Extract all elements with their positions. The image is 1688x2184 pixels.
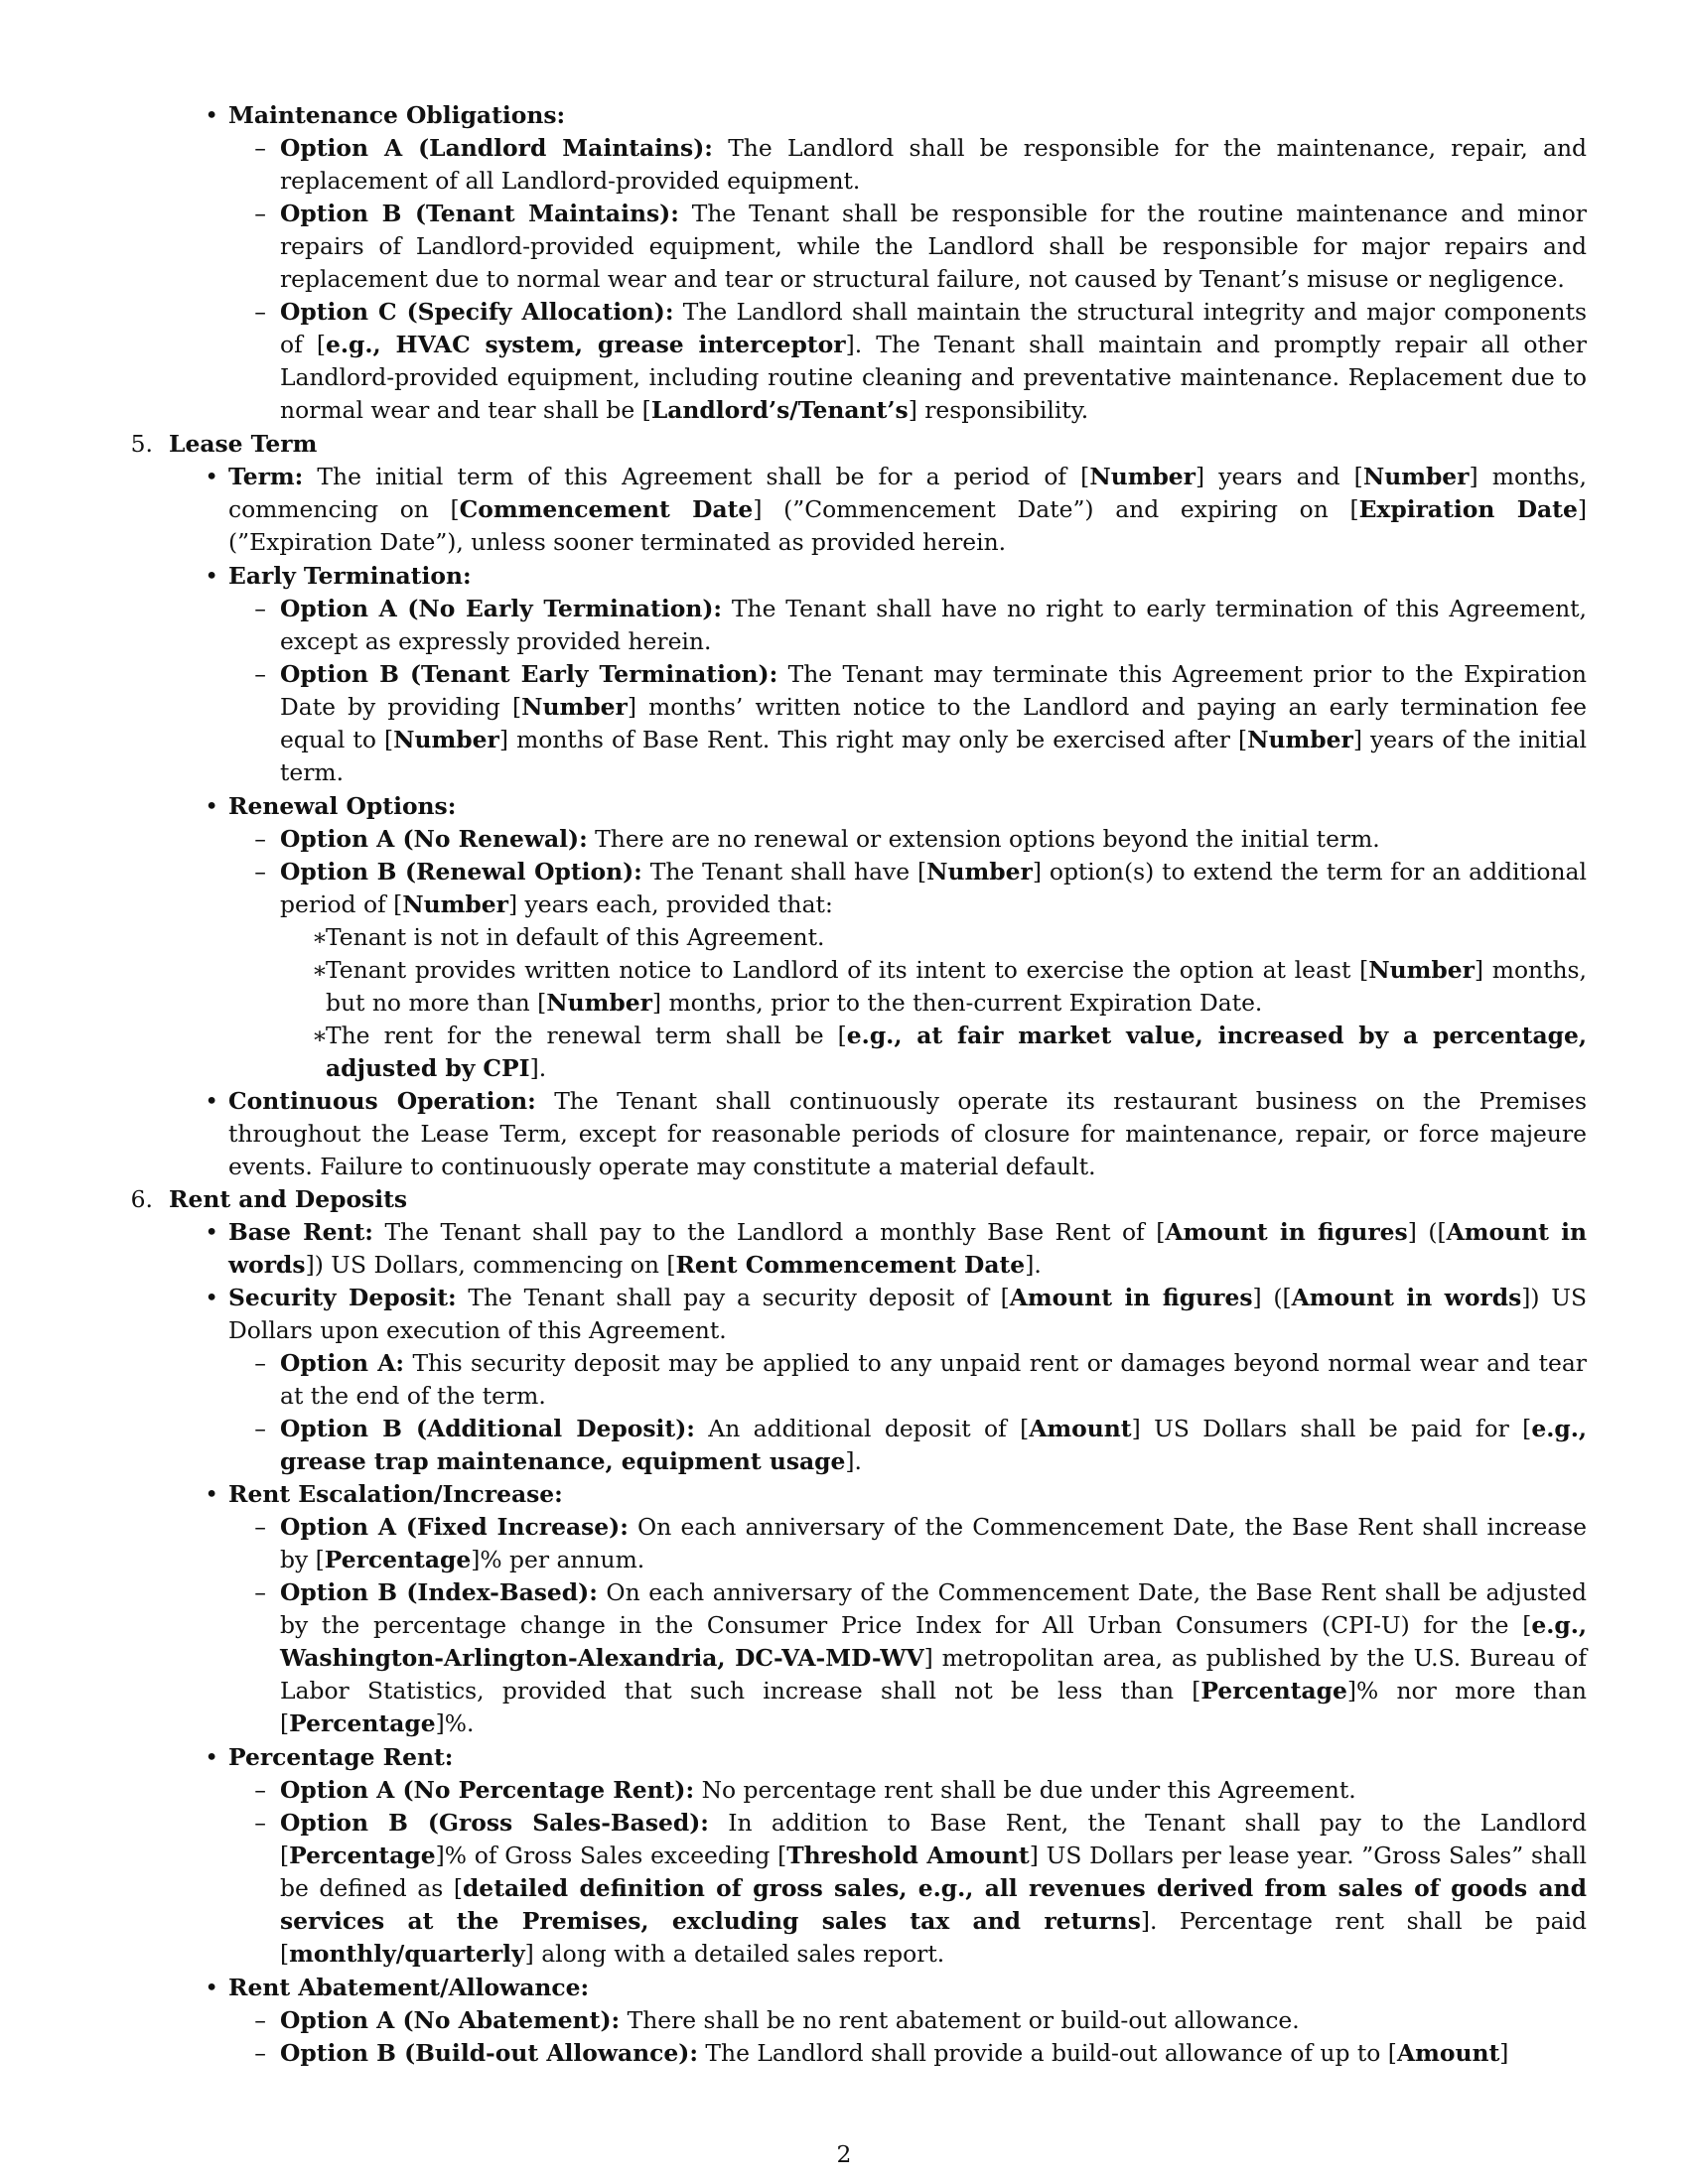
item-text: Option B (Index-Based): On each anniversary of the Commencement Date, the Base Rent shall be adjusted by the percentage change in the Consumer Price Index for All Urban Consumers (CPI-U) for the [e.g., Washington-Arlington-Alexandria, DC-VA-MD-WV] metropolitan area, as published by the U.S. Bureau of Labor Statistics, provided that such increase shall not be less than [Percentage]% nor more than [Percentage]%. [280,1578,1587,1738]
item-text: Tenant provides written notice to Landlord of its intent to exercise the option at least [Number] months, but no more than [Number] months, prior to the then-current Expiration Date. [326,956,1587,1018]
item-text: Renewal Options: [228,792,457,820]
bullet-mark: • [205,1974,218,2001]
item-text: Option B (Tenant Maintains): The Tenant shall be responsible for the routine maintenance and minor repairs of Landlord-provided equipment, while the Landlord shall be responsible for major repairs and replacement due to normal wear and tear or structural failure, not caused by Tenant’s misuse or negligence. [280,200,1587,294]
item-text: The rent for the renewal term shall be [e.g., at fair market value, increased by a percentage, adjusted by CPI]. [326,1022,1587,1083]
dash-mark: – [254,858,266,886]
item-text: Option A (No Abatement): There shall be no rent abatement or build-out allowance. [280,2006,1300,2034]
dash-mark: – [254,660,266,688]
item-text: Tenant is not in default of this Agreement. [326,923,825,951]
item-text: Option C (Specify Allocation): The Landlord shall maintain the structural integrity and major components of [e.g., HVAC system, grease interceptor]. The Tenant shall maintain and promptly repair all other Landlord-provided equipment, including routine cleaning and preventative maintenance. Replacement due to normal wear and tear shall be [Landlord’s/Tenant’s] responsibility. [280,298,1587,425]
dash-mark: – [254,200,266,227]
item-text: Percentage Rent: [228,1743,454,1771]
item-text: Option A (No Early Termination): The Tenant shall have no right to early termination of this Agreement, except as expressly provided herein. [280,595,1587,656]
section-title: Lease Term [169,430,318,458]
dash-mark: – [254,825,266,853]
item-text: Security Deposit: The Tenant shall pay a security deposit of [Amount in figures] ([Amount in words]) US Dollars upon execution of this Agreement. [228,1284,1587,1345]
dash-mark: – [254,1776,266,1804]
bullet-mark: • [205,1480,218,1508]
section-number: 6. [130,1185,153,1213]
bullet-mark: • [205,1218,218,1246]
item-text: Maintenance Obligations: [228,101,566,129]
bullet-mark: • [205,463,218,490]
star-mark: ∗ [312,956,328,984]
star-mark: ∗ [312,923,328,951]
dash-mark: – [254,1809,266,1837]
dash-mark: – [254,1513,266,1541]
item-text: Rent Escalation/Increase: [228,1480,563,1508]
section-title: Rent and Deposits [169,1185,408,1213]
bullet-mark: • [205,792,218,820]
dash-mark: – [254,1578,266,1606]
page-number: 2 [836,2140,852,2168]
bullet-mark: • [205,562,218,590]
bullet-mark: • [205,1743,218,1771]
dash-mark: – [254,2039,266,2067]
dash-mark: – [254,595,266,622]
item-text: Base Rent: The Tenant shall pay to the Landlord a monthly Base Rent of [Amount in figures] ([Amount in words]) US Dollars, commencing on [Rent Commencement Date]. [228,1218,1587,1280]
item-text: Option A: This security deposit may be applied to any unpaid rent or damages beyond normal wear and tear at the end of the term. [280,1349,1587,1411]
item-text: Option A (Landlord Maintains): The Landlord shall be responsible for the maintenance, repair, and replacement of all Landlord-provided equipment. [280,134,1588,196]
item-text: Option A (Fixed Increase): On each anniversary of the Commencement Date, the Base Rent shall increase by [Percentage]% per annum. [280,1513,1588,1574]
dash-mark: – [254,134,266,162]
item-text: Option A (No Renewal): There are no renewal or extension options beyond the initial term. [280,825,1380,853]
bullet-mark: • [205,1284,218,1311]
dash-mark: – [254,2006,266,2034]
item-text: Option B (Gross Sales-Based): In addition to Base Rent, the Tenant shall pay to the Landlord [Percentage]% of Gross Sales exceeding [Threshold Amount] US Dollars per lease year. ”Gross Sales” shall be defined as [detailed definition of gross sales, e.g., all revenues derived from sales of goods and services at the Premises, excluding sales tax and returns]. Percentage rent shall be paid [monthly/quarterly] along with a detailed sales report. [280,1809,1587,1969]
item-text: Early Termination: [228,562,472,590]
bullet-mark: • [205,1087,218,1115]
item-text: Term: The initial term of this Agreement shall be for a period of [Number] years and [Number] months, commencing on [Commencement Date] (”Commencement Date”) and expiring on [Expiration Date] (”Expiration Date”), unless sooner terminated as provided herein. [228,463,1588,557]
star-mark: ∗ [312,1022,328,1049]
item-text: Continuous Operation: The Tenant shall continuously operate its restaurant business on the Premises throughout the Lease Term, except for reasonable periods of closure for maintenance, repair, or force majeure events. Failure to continuously operate may constitute a material default. [228,1087,1587,1181]
item-text: Option B (Additional Deposit): An additional deposit of [Amount] US Dollars shall be paid for [e.g., grease trap maintenance, equipment usage]. [280,1415,1587,1476]
dash-mark: – [254,1415,266,1442]
item-text: Option B (Renewal Option): The Tenant shall have [Number] option(s) to extend the term for an additional period of [Number] years each, provided that: [280,858,1587,919]
dash-mark: – [254,1349,266,1377]
dash-mark: – [254,298,266,326]
section-number: 5. [130,430,153,458]
item-text: Option B (Tenant Early Termination): The Tenant may terminate this Agreement prior to the Expiration Date by providing [Number] months’ written notice to the Landlord and paying an early termination fee equal to [Number] months of Base Rent. This right may only be exercised after [Number] years of the initial term. [280,660,1588,787]
item-text: Option B (Build-out Allowance): The Landlord shall provide a build-out allowance of up to [Amount] [280,2039,1509,2067]
bullet-mark: • [205,101,218,129]
item-text: Option A (No Percentage Rent): No percentage rent shall be due under this Agreement. [280,1776,1356,1804]
item-text: Rent Abatement/Allowance: [228,1974,590,2001]
